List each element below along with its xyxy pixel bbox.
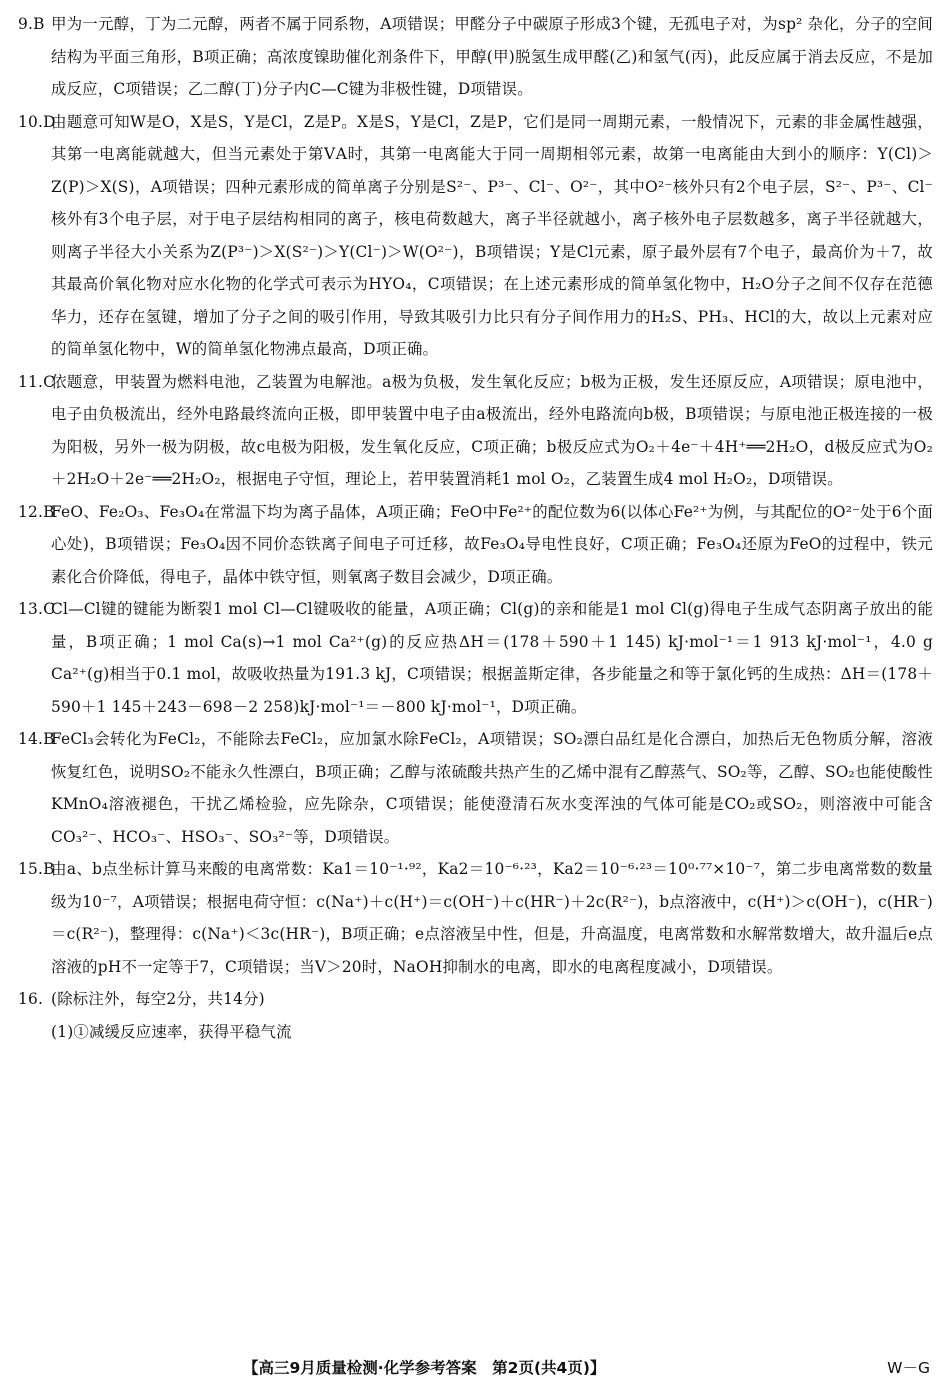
page-footer	[0, 1352, 950, 1382]
answer-number: 15.B	[18, 860, 55, 878]
answer-9	[18, 8, 933, 106]
answer-13	[18, 593, 933, 723]
answer-number: 9.B	[18, 15, 45, 33]
footer-title: 【高三9月质量检测·化学参考答案 第2页(共4页)】	[243, 1359, 606, 1377]
answer-text: (除标注外，每空2分，共14分)	[51, 990, 265, 1008]
answer-text: 由题意可知W是O，X是S，Y是Cl，Z是P。X是S，Y是Cl，Z是P，它们是同一周期元素，一般情况下，元素的非金属性越强，其第一电离能就越大，但当元素处于第ⅤA时，其第一电离能大于同一周期相邻元素，故第一电离能由大到小的顺序：Y(Cl)＞Z(P)＞X(S)，A项错误；四种元素形成的简单离子分别是S²⁻、P³⁻、Cl⁻、O²⁻，其中O²⁻核外只有2个电子层，S²⁻、P³⁻、Cl⁻核外有3个电子层，对于电子层结构相同的离子，核电荷数越大，离子半径就越小，离子核外电子层数越多，离子半径就越大，则离子半径大小关系为Z(P³⁻)＞X(S²⁻)＞Y(Cl⁻)＞W(O²⁻)，B项错误；Y是Cl元素，原子最外层有7个电子，最高价为＋7，故其最高价氧化物对应水化物的化学式可表示为HYO₄，C项错误；在上述元素形成的简单氢化物中，H₂O分子之间不仅存在范德华力，还存在氢键，增加了分子之间的吸引作用，导致其吸引力比只有分子间作用力的H₂S、PH₃、HCl的大，故以上元素对应的简单氢化物中，W的简单氢化物沸点最高，D项正确。	[51, 112, 933, 358]
answer-number: 13.C	[18, 600, 56, 618]
answer-12	[18, 496, 933, 594]
answer-14	[18, 723, 933, 853]
answer-page	[18, 8, 933, 1048]
answer-number: 10.D	[18, 112, 56, 131]
answer-text: 甲为一元醇，丁为二元醇，两者不属于同系物，A项错误；甲醛分子中碳原子形成3个键，无孤电子对，为sp² 杂化，分子的空间结构为平面三角形，B项正确；高浓度镍助催化剂条件下，甲醇(甲)脱氢生成甲醛(乙)和氢气(丙)，此反应属于消去反应，不是加成反应，C项错误；乙二醇(丁)分子内C—C键为非极性键，D项错误。	[51, 15, 933, 98]
answer-text: 由a、b点坐标计算马来酸的电离常数：Ka1＝10⁻¹·⁹²，Ka2＝10⁻⁶·²³，Ka2＝10⁻⁶·²³＝10⁰·⁷⁷×10⁻⁷，第二步电离常数的数量级为10⁻⁷，A项错误；根据电荷守恒：c(Na⁺)＋c(H⁺)＝c(OH⁻)＋c(HR⁻)＋2c(R²⁻)，b点溶液中，c(H⁺)＞c(OH⁻)，c(HR⁻)＝c(R²⁻)，整理得：c(Na⁺)＜3c(HR⁻)，B项正确；e点溶液呈中性，但是，升高温度，电离常数和水解常数增大，故升温后e点溶液的pH不一定等于7，C项错误；当V＞20时，NaOH抑制水的电离，即水的电离程度减小，D项错误。	[51, 860, 933, 976]
answer-number: 16.	[18, 990, 44, 1008]
answer-text: FeCl₃会转化为FeCl₂，不能除去FeCl₂，应加氯水除FeCl₂，A项错误；SO₂漂白品红是化合漂白，加热后无色物质分解，溶液恢复红色，说明SO₂不能永久性漂白，B项正确；乙醇与浓硫酸共热产生的乙烯中混有乙醇蒸气、SO₂等，乙醇、SO₂也能使酸性KMnO₄溶液褪色，干扰乙烯检验，应先除杂，C项错误；能使澄清石灰水变浑浊的气体可能是CO₂或SO₂，则溶液中可能含CO₃²⁻、HCO₃⁻、HSO₃⁻、SO₃²⁻等，D项错误。	[51, 730, 933, 846]
answer-text: 依题意，甲装置为燃料电池，乙装置为电解池。a极为负极，发生氧化反应；b极为正极，发生还原反应，A项错误；原电池中，电子由负极流出，经外电路最终流向正极，即甲装置中电子由a极流出，经外电路流向b极，B项错误；与原电池正极连接的一极为阳极，另外一极为阴极，故c电极为阳极，发生氧化反应，C项正确；b极反应式为O₂＋4e⁻＋4H⁺══2H₂O，d极反应式为O₂＋2H₂O＋2e⁻══2H₂O₂，根据电子守恒，理论上，若甲装置消耗1 mol O₂，乙装置生成4 mol H₂O₂，D项错误。	[51, 372, 933, 488]
answer-10	[18, 106, 933, 366]
answer-text: Cl—Cl键的键能为断裂1 mol Cl—Cl键吸收的能量，A项正确；Cl(g)的亲和能是1 mol Cl(g)得电子生成气态阴离子放出的能量，B项正确；1 mol Ca(s)→1 mol Ca²⁺(g)的反应热ΔH＝(178＋590＋1 145) kJ·mol⁻¹＝1 913 kJ·mol⁻¹，4.0 g Ca²⁺(g)相当于0.1 mol，故吸收热量为191.3 kJ，C项错误；根据盖斯定律，各步能量之和等于氯化钙的生成热：ΔH＝(178＋590＋1 145＋243－698－2 258)kJ·mol⁻¹＝－800 kJ·mol⁻¹，D项正确。	[51, 600, 933, 716]
answer-16	[18, 983, 933, 1016]
answer-number: 11.C	[18, 372, 56, 391]
answer-11	[18, 366, 933, 496]
footer-code: W－G	[887, 1359, 930, 1377]
answer-15	[18, 853, 933, 983]
answer-number: 14.B	[18, 730, 55, 748]
sub-answer: (1)①减缓反应速率，获得平稳气流	[51, 1022, 292, 1041]
answer-text: FeO、Fe₂O₃、Fe₃O₄在常温下均为离子晶体，A项正确；FeO中Fe²⁺的配位数为6(以体心Fe²⁺为例，与其配位的O²⁻处于6个面心处)，B项错误；Fe₃O₄因不同价态铁离子间电子可迁移，故Fe₃O₄导电性良好，C项正确；Fe₃O₄还原为FeO的过程中，铁元素化合价降低，得电子，晶体中铁守恒，则氧离子数目会减少，D项正确。	[51, 502, 933, 586]
answer-number: 12.B	[18, 502, 55, 521]
